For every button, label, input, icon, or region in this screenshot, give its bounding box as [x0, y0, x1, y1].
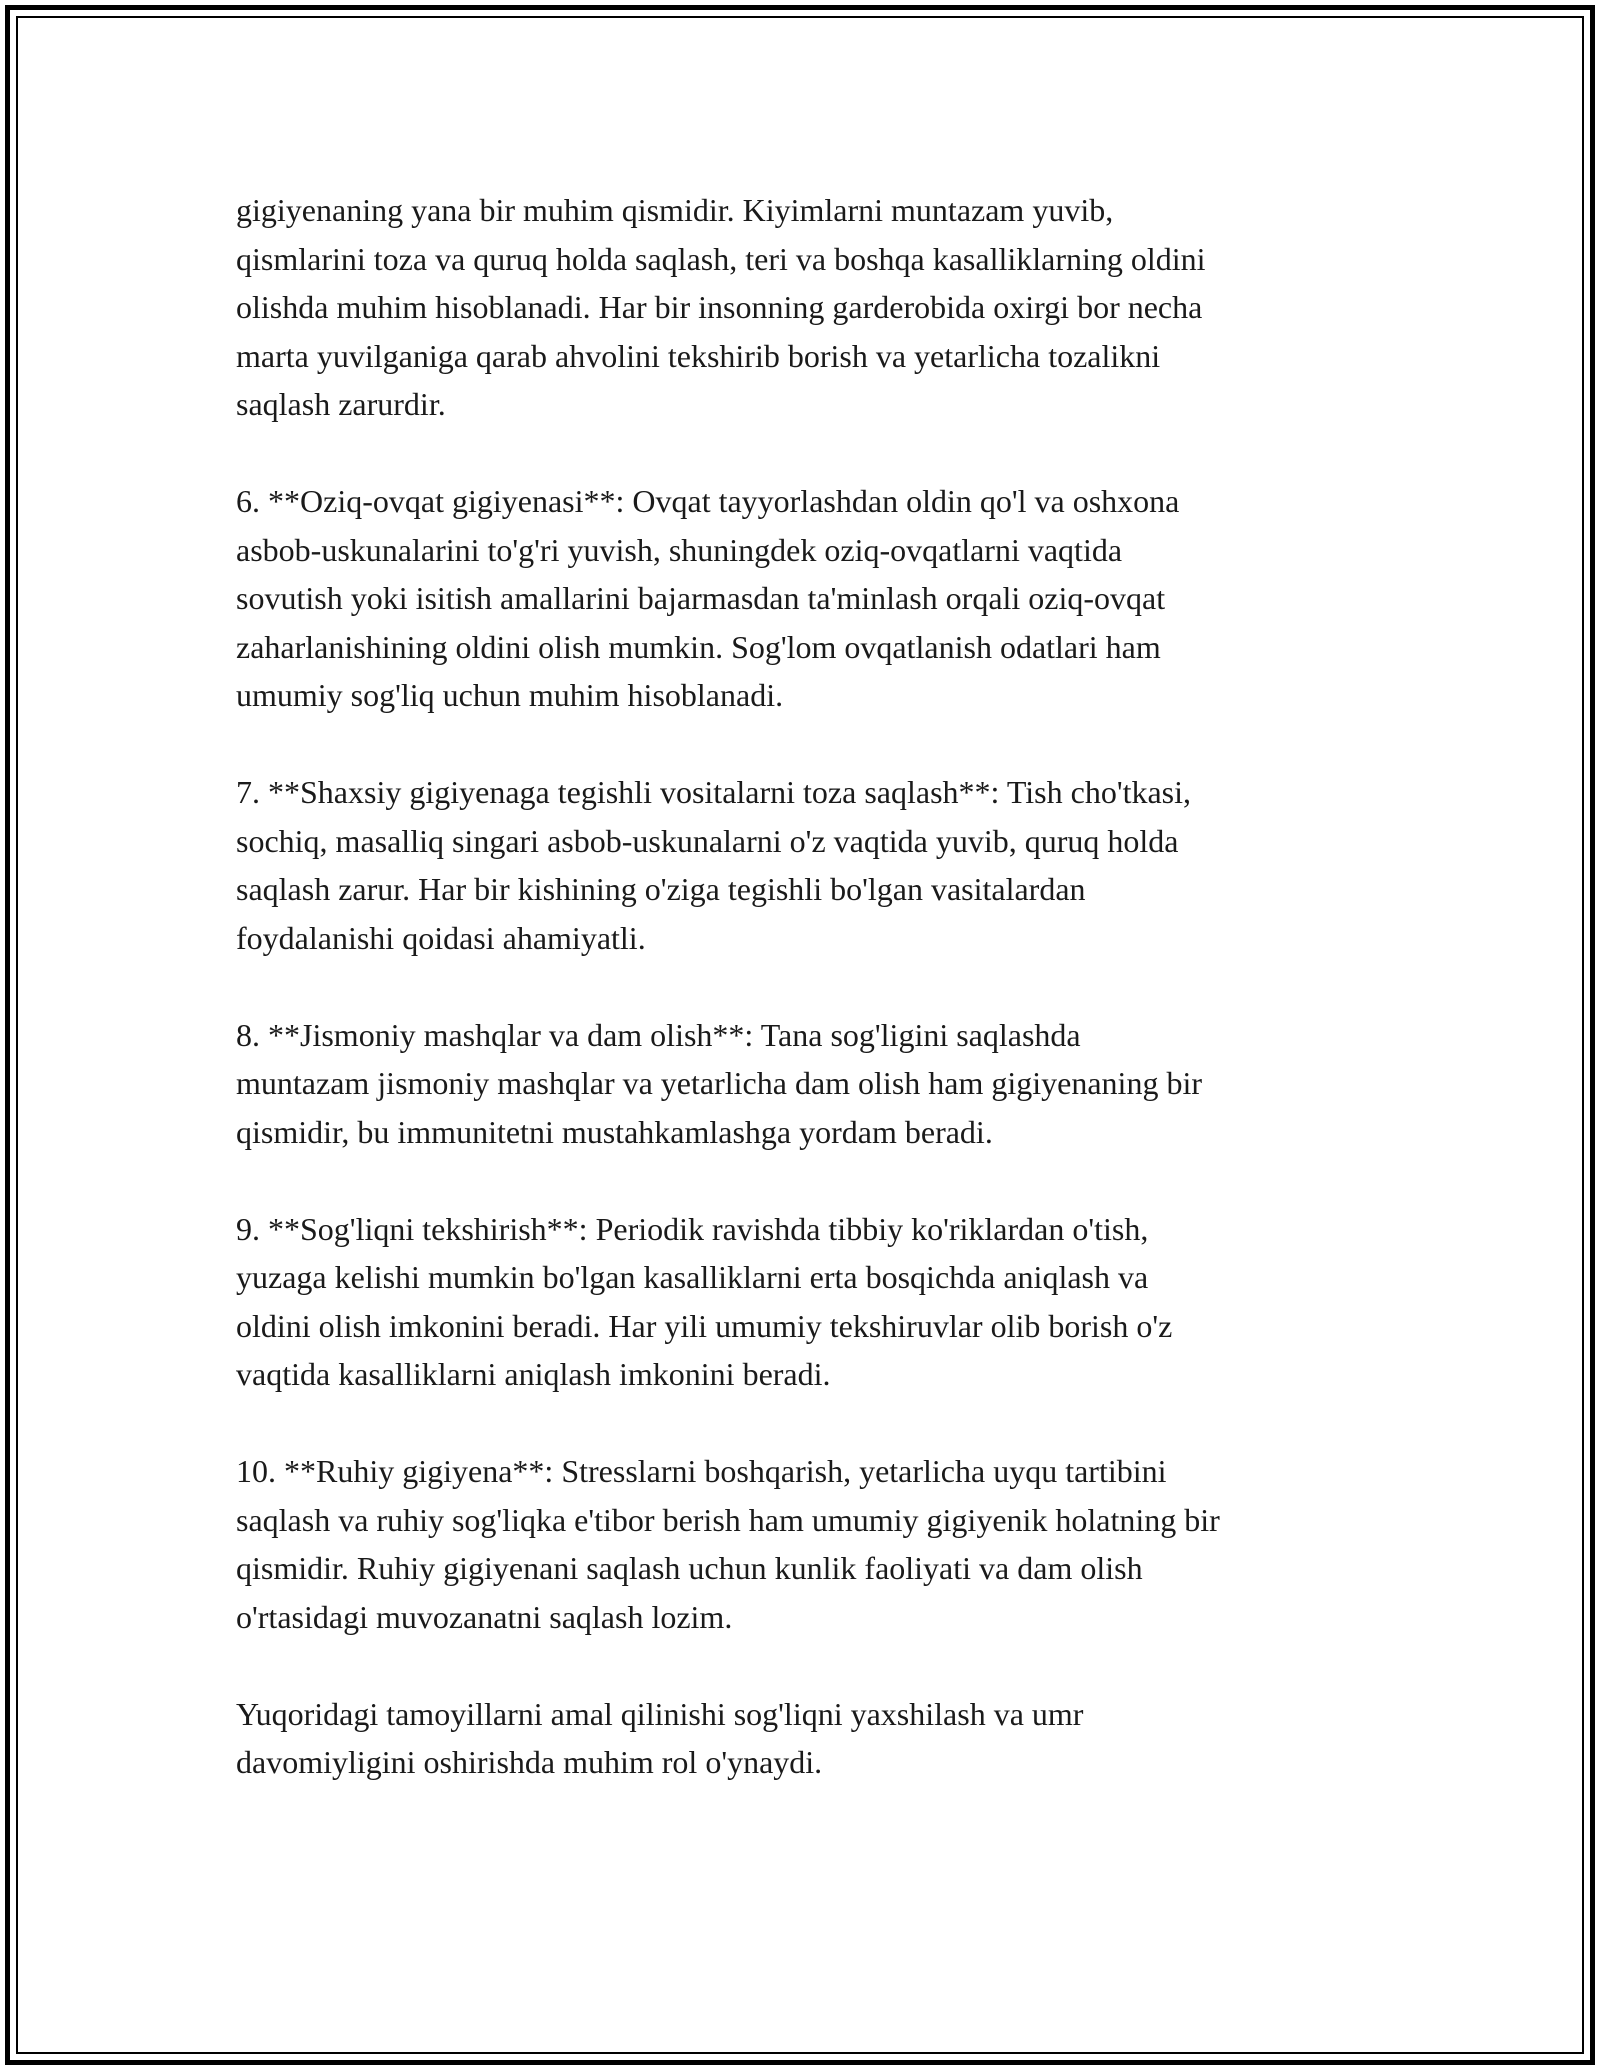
- paragraph-health-checkups: 9. **Sog'liqni tekshirish**: Periodik ravishda tibbiy ko'riklardan o'tish, yuzaga kelishi mumkin bo'lgan kasalliklarni erta bosqichda aniqlash va oldini olish imkonini beradi. Har yili umumiy tekshiruvlar olib borish o'z vaqtida kasalliklarni aniqlash imkonini beradi.: [236, 1210, 1173, 1392]
- paragraph-mental-hygiene: 10. **Ruhiy gigiyena**: Stresslarni boshqarish, yetarlicha uyqu tartibini saqlash va ruhiy sog'liqka e'tibor berish ham umumiy gigiyenik holatning bir qismidir. Ruhiy gigiyenani saqlash uchun kunlik faoliyati va dam olish o'rtasidagi muvozanatni saqlash lozim.: [236, 1453, 1220, 1635]
- paragraph-personal-items: 7. **Shaxsiy gigiyenaga tegishli vositalarni toza saqlash**: Tish cho'tkasi, sochiq, masalliq singari asbob-uskunalarni o'z vaqtida yuvib, quruq holda saqlash zarur. Har bir kishining o'ziga tegishli bo'lgan vasitalardan foydalanishi qoidasi ahamiyatli.: [236, 774, 1192, 956]
- paragraph-exercise-rest: 8. **Jismoniy mashqlar va dam olish**: Tana sog'ligini saqlashda muntazam jismoniy mashqlar va yetarlicha dam olish ham gigiyenaning bir qismidir, bu immunitetni mustahkamlashga yordam beradi.: [236, 1016, 1202, 1150]
- paragraph-conclusion: Yuqoridagi tamoyillarni amal qilinishi sog'liqni yaxshilash va umr davomiyligini oshirishda muhim rol o'ynaydi.: [236, 1695, 1084, 1780]
- paragraph-clothing-hygiene: gigiyenaning yana bir muhim qismidir. Kiyimlarni muntazam yuvib, qismlarini toza va quruq holda saqlash, teri va boshqa kasalliklarning oldini olishda muhim hisoblanadi. Har bir insonning garderobida oxirgi bor necha marta yuvilganiga qarab ahvolini tekshirib borish va yetarlicha tozalikni saqlash zarurdir.: [236, 192, 1206, 422]
- paragraph-food-hygiene: 6. **Oziq-ovqat gigiyenasi**: Ovqat tayyorlashdan oldin qo'l va oshxona asbob-uskunalarini to'g'ri yuvish, shuningdek oziq-ovqatlarni vaqtida sovutish yoki isitish amallarini bajarmasdan ta'minlash orqali oziq-ovqat zaharlanishining oldini olish mumkin. Sog'lom ovqatlanish odatlari ham umumiy sog'liq uchun muhim hisoblanadi.: [236, 483, 1180, 713]
- document-body: [236, 186, 1416, 1787]
